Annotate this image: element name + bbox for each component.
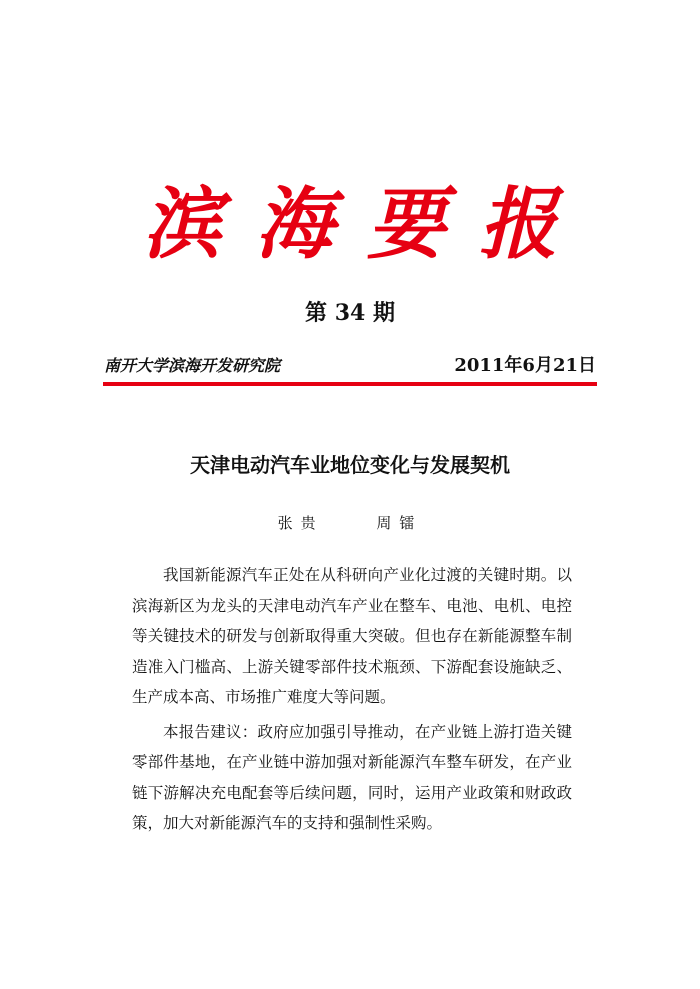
- article-title: 天津电动汽车业地位变化与发展契机: [190, 453, 510, 477]
- masthead-title: 滨海要报: [142, 179, 591, 270]
- paragraph-recommendation: 本报告建议：政府应加强引导推动，在产业链上游打造关键零部件基地，在产业链中游加强对新能源汽车整车研发，在产业链下游解决充电配套等后续问题，同时，运用产业政策和财政政策，加大对新能源汽车的支持和强制性采购。: [132, 722, 572, 832]
- article-authors: 张贵 周镭: [277, 514, 423, 532]
- publisher-name: 南开大学滨海开发研究院: [104, 356, 281, 375]
- issue-number: 第 34 期: [305, 300, 395, 326]
- publication-date: 2011年6月21日: [454, 355, 596, 376]
- paragraph-summary: 我国新能源汽车正处在从科研向产业化过渡的关键时期。以滨海新区为龙头的天津电动汽车产业在整车、电池、电机、电控等关键技术的研发与创新取得重大突破。但也存在新能源整车制造准入门槛高、上游关键零部件技术瓶颈、下游配套设施缺乏、生产成本高、市场推广难度大等问题。: [132, 566, 572, 706]
- article-body: [132, 560, 572, 843]
- masthead: [0, 175, 700, 275]
- header-divider: [103, 382, 597, 386]
